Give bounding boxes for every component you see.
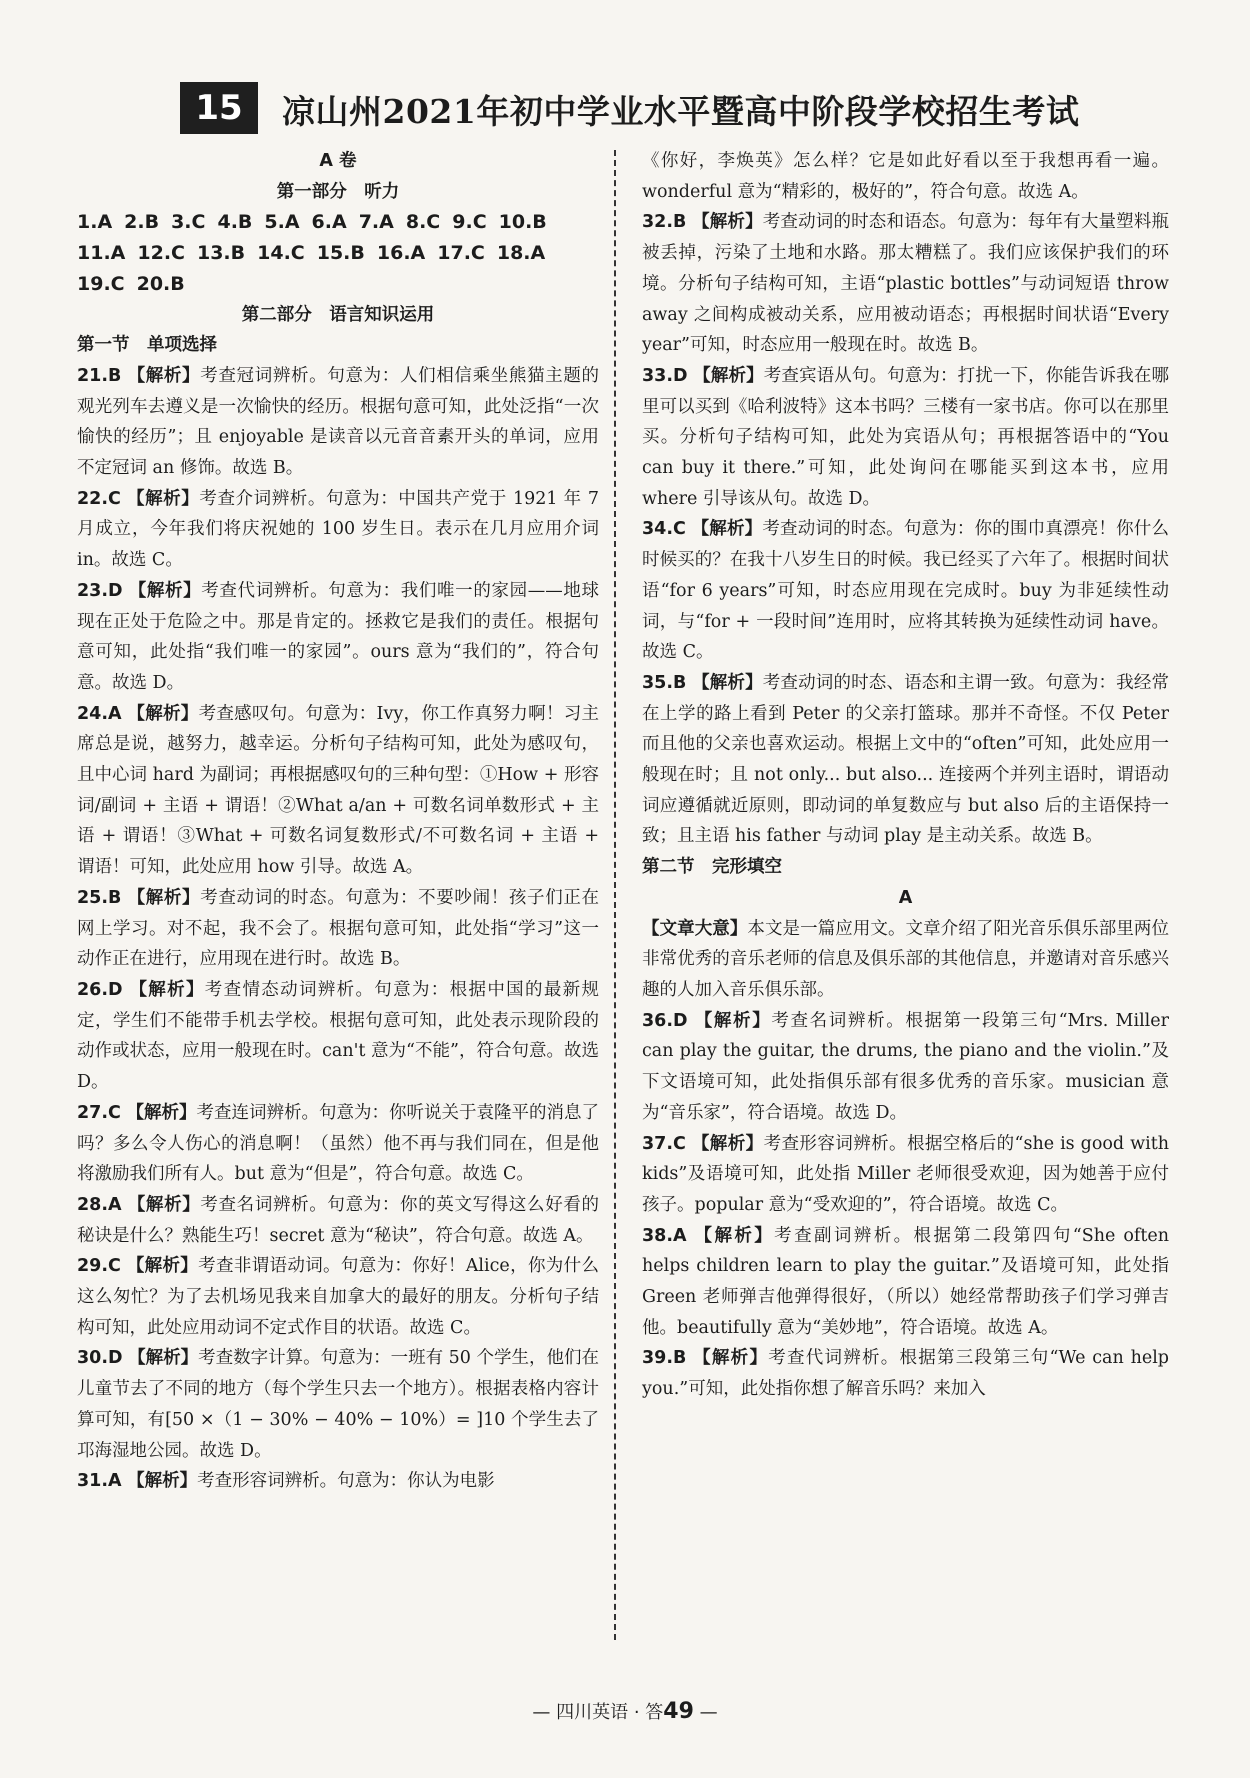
explanation-text: 考查宾语从句。句意为：打扰一下，你能告诉我在哪里可以买到《哈利波特》这本书吗？三楼有一家书店。你可以在那里买。分析句子结构可知，此处为宾语从句；再根据答语中的“You can buy it there.”可知，此处询问在哪能买到这本书，应用 where 引导该从句。故选 D。 [642,365,1170,509]
summary-text: 本文是一篇应用文。文章介绍了阳光音乐俱乐部里两位非常优秀的音乐老师的信息及俱乐部的其他信息，并邀请对音乐感兴趣的人加入音乐俱乐部。 [642,918,1170,1000]
answer-explanation [77,1343,599,1466]
analysis-label: 【解析】 [127,488,200,509]
answer-item: 14.C [257,242,305,265]
part-heading-listening: 第一部分 听力 [276,181,400,202]
answer-item: 2.B [124,211,160,234]
analysis-label: 【解析】 [127,887,201,908]
footer-dash-right: — [699,1702,718,1723]
answer-explanation [642,361,1169,515]
analysis-label: 【解析】 [691,519,763,540]
explanation-text: 考查代词辨析。句意为：我们唯一的家园——地球现在正处于危险之中。那是肯定的。拯救它是我们的责任。根据句意可知，此处指“我们唯一的家园”。ours 意为“我们的”，符合句意。故选 D。 [77,580,599,693]
analysis-label: 【解析】 [127,365,201,386]
answer-explanation [77,1190,599,1251]
analysis-label: 【解析】 [127,703,199,724]
explanation-text: 考查情态动词辨析。句意为：根据中国的最新规定，学生们不能带手机去学校。根据句意可知，此处表示现阶段的动作或状态，应用一般现在时。can't 意为“不能”，符合句意。故选 D。 [77,979,599,1093]
answer-explanation [77,699,599,883]
right-question-list-a [642,207,1169,852]
answer-explanation [642,1129,1169,1221]
question-number: 33.D [642,365,688,386]
answer-explanation [642,1343,1169,1404]
listening-answers [77,207,599,299]
page-header [180,82,1080,136]
explanation-text: 考查感叹句。句意为：Ivy，你工作真努力啊！习主席总是说，越努力，越幸运。分析句子结构可知，此处为感叹句，且中心词 hard 为副词；再根据感叹句的三种句型：①How + 形容词/副词 + 主语 + 谓语！②What a/an + 可数名词单数形式 + 主语 + 谓语！③What + 可数名词复数形式/不可数名词 + 主语 + 谓语！可知，此处应用 how 引导。故选 A。 [77,703,599,878]
left-question-list [77,361,599,1497]
question-number: 36.D [642,1010,688,1031]
explanation-text: 考查动词的时态。句意为：你的围巾真漂亮！你什么时候买的？在我十八岁生日的时候。我已经买了六年了。根据时间状语“for 6 years”可知，时态应用现在完成时。buy 为非延续性动词，与“for + 一段时间”连用时，应将其转换为延续性动词 have。故选 C。 [642,519,1169,663]
exam-title: 凉山州2021年初中学业水平暨高中阶段学校招生考试 [282,92,1080,131]
analysis-label: 【解析】 [126,1102,197,1123]
question-number: 32.B [642,212,687,233]
explanation-text: 考查代词辨析。根据第三段第三句“We can help you.”可知，此处指你想了解音乐吗？来加入 [642,1348,1169,1400]
question-number: 21.B [77,365,122,386]
question-number: 28.A [77,1194,122,1215]
analysis-label: 【解析】 [693,365,764,386]
analysis-label: 【解析】 [127,1471,198,1492]
section-heading-cloze: 第二节 完形填空 [642,857,782,878]
footer-text: 四川英语 · 答 [556,1702,664,1723]
answer-explanation [642,1221,1169,1344]
passage-summary [642,914,1169,1006]
analysis-label: 【解析】 [691,1133,764,1154]
explanation-text: 考查形容词辨析。根据空格后的“she is good with kids”及语境可知，此处指 Miller 老师很受欢迎，因为她善于应付孩子。popular 意为“受欢迎的”，符合语境。故选 C。 [642,1133,1169,1215]
question-number: 26.D [77,979,123,1000]
answer-explanation [642,1006,1169,1129]
answer-item: 11.A [77,242,126,265]
explanation-text: 考查连词辨析。句意为：你听说关于袁隆平的消息了吗？多么令人伤心的消息啊！（虽然）他不再与我们同在，但是他将激励我们所有人。but 意为“但是”，符合句意。故选 C。 [77,1102,600,1185]
continued-answer-31: 《你好，李焕英》怎么样？它是如此好看以至于我想再看一遍。wonderful 意为“精彩的，极好的”，符合句意。故选 A。 [642,151,1169,202]
question-number: 29.C [77,1256,121,1277]
answer-explanation [642,514,1169,668]
answer-item: 1.A [77,211,113,234]
answer-item: 12.C [137,242,185,265]
analysis-label: 【解析】 [126,1256,199,1277]
answer-explanation [642,668,1169,852]
answer-row [77,207,599,238]
analysis-label: 【解析】 [693,1348,769,1369]
question-number: 27.C [77,1102,121,1123]
answer-row [77,269,599,300]
explanation-text: 考查非谓语动词。句意为：你好！Alice，你为什么这么匆忙？为了去机场见我来自加拿大的最好的朋友。分析句子结构可知，此处应用动词不定式作目的状语。故选 C。 [77,1256,599,1338]
answer-item: 3.C [171,211,206,234]
answer-item: 8.C [405,211,441,234]
question-number: 31.A [77,1471,122,1492]
question-number: 39.B [642,1348,687,1369]
answer-item: 15.B [316,242,365,265]
analysis-label: 【解析】 [692,672,763,693]
question-number: 38.A [642,1225,687,1246]
answer-explanation [642,207,1169,361]
cloze-passage-label: A [898,887,913,908]
question-number: 34.C [642,519,686,540]
explanation-text: 考查名词辨析。句意为：你的英文写得这么好看的秘诀是什么？熟能生巧！secret 意为“秘诀”，符合句意。故选 A。 [77,1194,600,1246]
answer-item: 9.C [452,211,487,234]
analysis-label: 【解析】 [129,979,205,1000]
answer-explanation [77,975,599,1098]
analysis-label: 【解析】 [128,580,202,601]
explanation-text: 考查副词辨析。根据第二段第四句“She often helps children learn to play the guitar.”及语境可知，此处指 Green 老师弹吉他弹得很好，（所以）她经常帮助孩子们学习弹吉他。beautifully 意为“美妙地”，符合语境。故选 A。 [642,1225,1170,1338]
answer-item: 16.A [376,242,426,265]
right-question-list-b [642,1006,1169,1405]
answer-item: 13.B [196,242,246,265]
analysis-label: 【解析】 [694,1010,772,1031]
question-number: 24.A [77,703,122,724]
explanation-text: 考查介词辨析。句意为：中国共产党于 1921 年 7 月成立，今年我们将庆祝她的 100 岁生日。表示在几月应用介词 in。故选 C。 [77,488,599,571]
right-column [642,146,1169,1405]
answer-explanation [77,1251,599,1343]
explanation-text: 考查名词辨析。根据第一段第三句“Mrs. Miller can play the guitar, the drums, the piano and the violin.”及下文语境可知，此处指俱乐部有很多优秀的音乐家。musician 意为“音乐家”，符合语境。故选 D。 [642,1010,1169,1123]
answer-item: 6.A [311,211,347,234]
exam-number-badge: 15 [180,82,258,134]
answer-row [77,238,599,269]
volume-heading: A 卷 [319,151,357,171]
analysis-label: 【解析】 [127,1194,201,1215]
left-column [77,146,599,1497]
section-heading-single-choice: 第一节 单项选择 [77,335,217,356]
answer-item: 17.C [437,242,485,265]
answer-explanation [77,576,599,699]
answer-explanation [77,1098,599,1190]
answer-explanation [77,1466,599,1497]
analysis-label: 【解析】 [692,212,763,233]
part-heading-language: 第二部分 语言知识运用 [241,304,435,325]
answer-item: 10.B [498,211,547,234]
analysis-label: 【解析】 [694,1225,775,1246]
explanation-text: 考查动词的时态和语态。句意为：每年有大量塑料瓶被丢掉，污染了土地和水路。那太糟糕了。我们应该保护我们的环境。分析句子结构可知，主语“plastic bottles”与动词短语 throw away 之间构成被动关系，应用被动语态；再根据时间状语“Every year”可知，时态应用一般现在时。故选 B。 [642,212,1169,356]
answer-explanation [77,361,599,484]
question-number: 35.B [642,672,687,693]
answer-item: 5.A [264,211,300,234]
explanation-text: 考查动词的时态。句意为：不要吵闹！孩子们正在网上学习。对不起，我不会了。根据句意可知，此处指“学习”这一动作正在进行，应用现在进行时。故选 B。 [77,887,600,970]
explanation-text: 考查动词的时态、语态和主谓一致。句意为：我经常在上学的路上看到 Peter 的父亲打篮球。那并不奇怪。不仅 Peter 而且他的父亲也喜欢运动。根据上文中的“often”可知，此处应用一般现在时；且 not only... but also... 连接两个并列主语时，谓语动词应遵循就近原则，即动词的单复数应与 but also 后的主语保持一致；且主语 his father 与动词 play 是主动关系。故选 B。 [642,672,1169,847]
answer-item: 20.B [136,272,185,295]
question-number: 30.D [77,1348,123,1369]
analysis-label: 【解析】 [128,1348,199,1369]
question-number: 37.C [642,1133,686,1154]
answer-item: 18.A [496,242,546,265]
explanation-text: 考查冠词辨析。句意为：人们相信乘坐熊猫主题的观光列车去遵义是一次愉快的经历。根据句意可知，此处泛指“一次愉快的经历”；且 enjoyable 是读音以元音音素开头的单词，应用不定冠词 an 修饰。故选 B。 [77,365,600,479]
answer-explanation [77,484,599,576]
explanation-text: 考查数字计算。句意为：一班有 50 个学生，他们在儿童节去了不同的地方（每个学生只去一个地方）。根据表格内容计算可知，有[50 ×（1 − 30% − 40% − 10%）= ]10 个学生去了邛海湿地公园。故选 D。 [77,1348,600,1461]
answer-explanation [77,883,599,975]
answer-item: 19.C [77,272,125,295]
question-number: 25.B [77,887,122,908]
question-number: 22.C [77,488,121,509]
explanation-text: 考查形容词辨析。句意为：你认为电影 [197,1471,495,1492]
answer-item: 4.B [217,211,253,234]
page-number: 49 [663,1699,694,1724]
answer-item: 7.A [358,211,394,234]
question-number: 23.D [77,580,123,601]
summary-label: 【文章大意】 [642,918,748,939]
page-footer [0,1698,1250,1724]
column-divider [614,150,616,1640]
footer-dash-left: — [532,1702,551,1723]
